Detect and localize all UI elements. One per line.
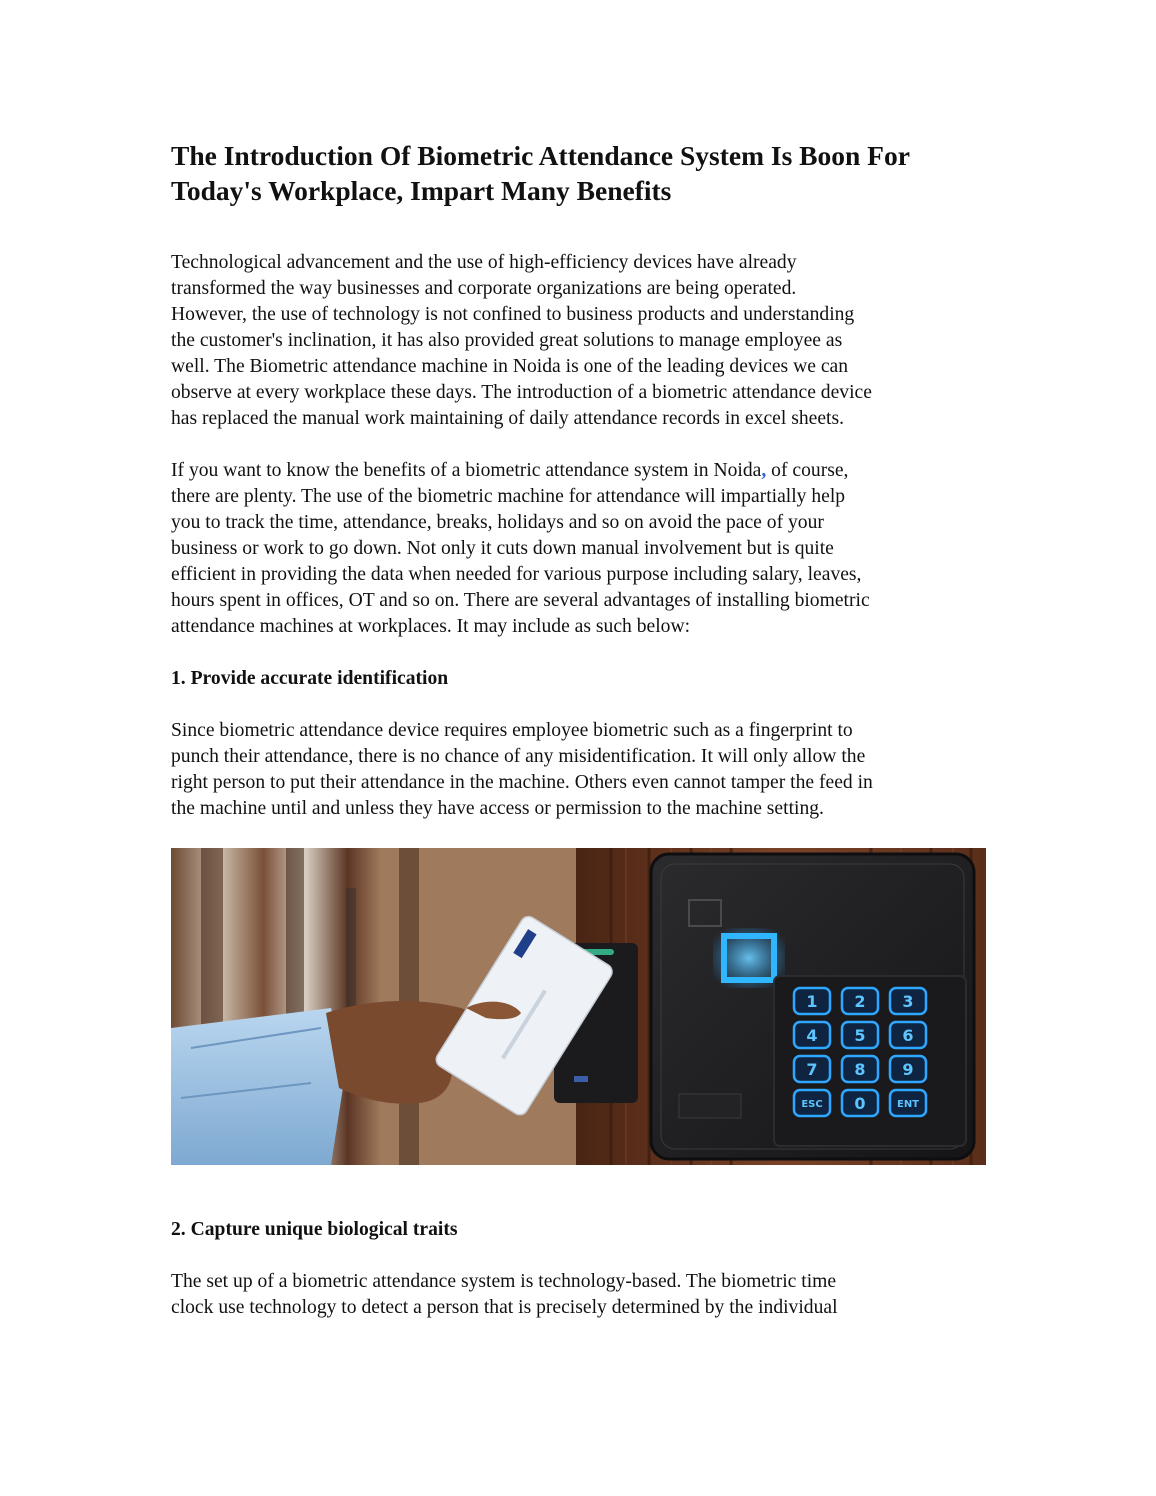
text-line: hours spent in offices, OT and so on. There are several advantages of installing biometric (171, 590, 870, 611)
text-line: efficient in providing the data when needed for various purpose including salary, leaves, (171, 564, 862, 585)
keypad-key-label: 0 (854, 1094, 866, 1113)
text-line: the machine until and unless they have access or permission to the machine setting. (171, 798, 824, 819)
intro-paragraph (171, 250, 991, 432)
keypad-key-label: ENT (896, 1099, 920, 1110)
keypad-key-label: 1 (806, 992, 818, 1011)
text-line: the customer's inclination, it has also provided great solutions to manage employee as (171, 330, 843, 351)
text-fragment: of course, (766, 460, 849, 481)
text-line: However, the use of technology is not confined to business products and understanding (171, 304, 855, 325)
text-line: Since biometric attendance device requires employee biometric such as a fingerprint to (171, 720, 853, 741)
link-comma[interactable]: , (761, 460, 767, 481)
text-line: there are plenty. The use of the biometric machine for attendance will impartially help (171, 486, 846, 507)
text-line (171, 458, 991, 484)
keypad-key-label: 4 (806, 1026, 818, 1045)
identification-paragraph (171, 718, 991, 822)
keypad-key-label: 5 (854, 1026, 866, 1045)
text-line: transformed the way businesses and corporate organizations are being operated. (171, 278, 797, 299)
text-fragment: If you want to know the benefits of a biometric attendance system in Noida (171, 460, 762, 481)
text-line: The set up of a biometric attendance system is technology-based. The biometric time (171, 1271, 837, 1292)
keypad-key-label: 6 (902, 1026, 914, 1045)
photo-illustration (171, 848, 986, 1165)
text-line: punch their attendance, there is no chance of any misidentification. It will only allow the (171, 746, 866, 767)
text-line: observe at every workplace these days. The introduction of a biometric attendance device (171, 382, 872, 403)
keypad-key-label: 9 (902, 1060, 914, 1079)
text-line: right person to put their attendance in the machine. Others even cannot tamper the feed in (171, 772, 873, 793)
text-line: Technological advancement and the use of high-efficiency devices have already (171, 252, 797, 273)
keypad-key-label: ESC (801, 1099, 823, 1110)
traits-paragraph (171, 1269, 991, 1321)
title-line: The Introduction Of Biometric Attendance System Is Boon For (171, 140, 910, 171)
document-page (171, 138, 991, 1347)
text-line: well. The Biometric attendance machine in Noida is one of the leading devices we can (171, 356, 849, 377)
title-line: Today's Workplace, Impart Many Benefits (171, 175, 672, 206)
keypad-key-label: 8 (854, 1060, 866, 1079)
text-line: attendance machines at workplaces. It may include as such below: (171, 616, 691, 637)
text-line: clock use technology to detect a person that is precisely determined by the individual (171, 1297, 838, 1318)
section-heading-2: 2. Capture unique biological traits (171, 1219, 458, 1240)
text-line: has replaced the manual work maintaining of daily attendance records in excel sheets. (171, 408, 844, 429)
benefits-paragraph (171, 458, 991, 640)
keypad-key-label: 2 (854, 992, 866, 1011)
keypad-key-label: 7 (806, 1060, 818, 1079)
section-heading-1: 1. Provide accurate identification (171, 668, 449, 689)
keypad-key-label: 3 (902, 992, 914, 1011)
text-line: business or work to go down. Not only it cuts down manual involvement but is quite (171, 538, 834, 559)
text-line: you to track the time, attendance, breaks, holidays and so on avoid the pace of your (171, 512, 824, 533)
rfid-reader-photo (171, 848, 986, 1165)
article-title (171, 138, 991, 208)
